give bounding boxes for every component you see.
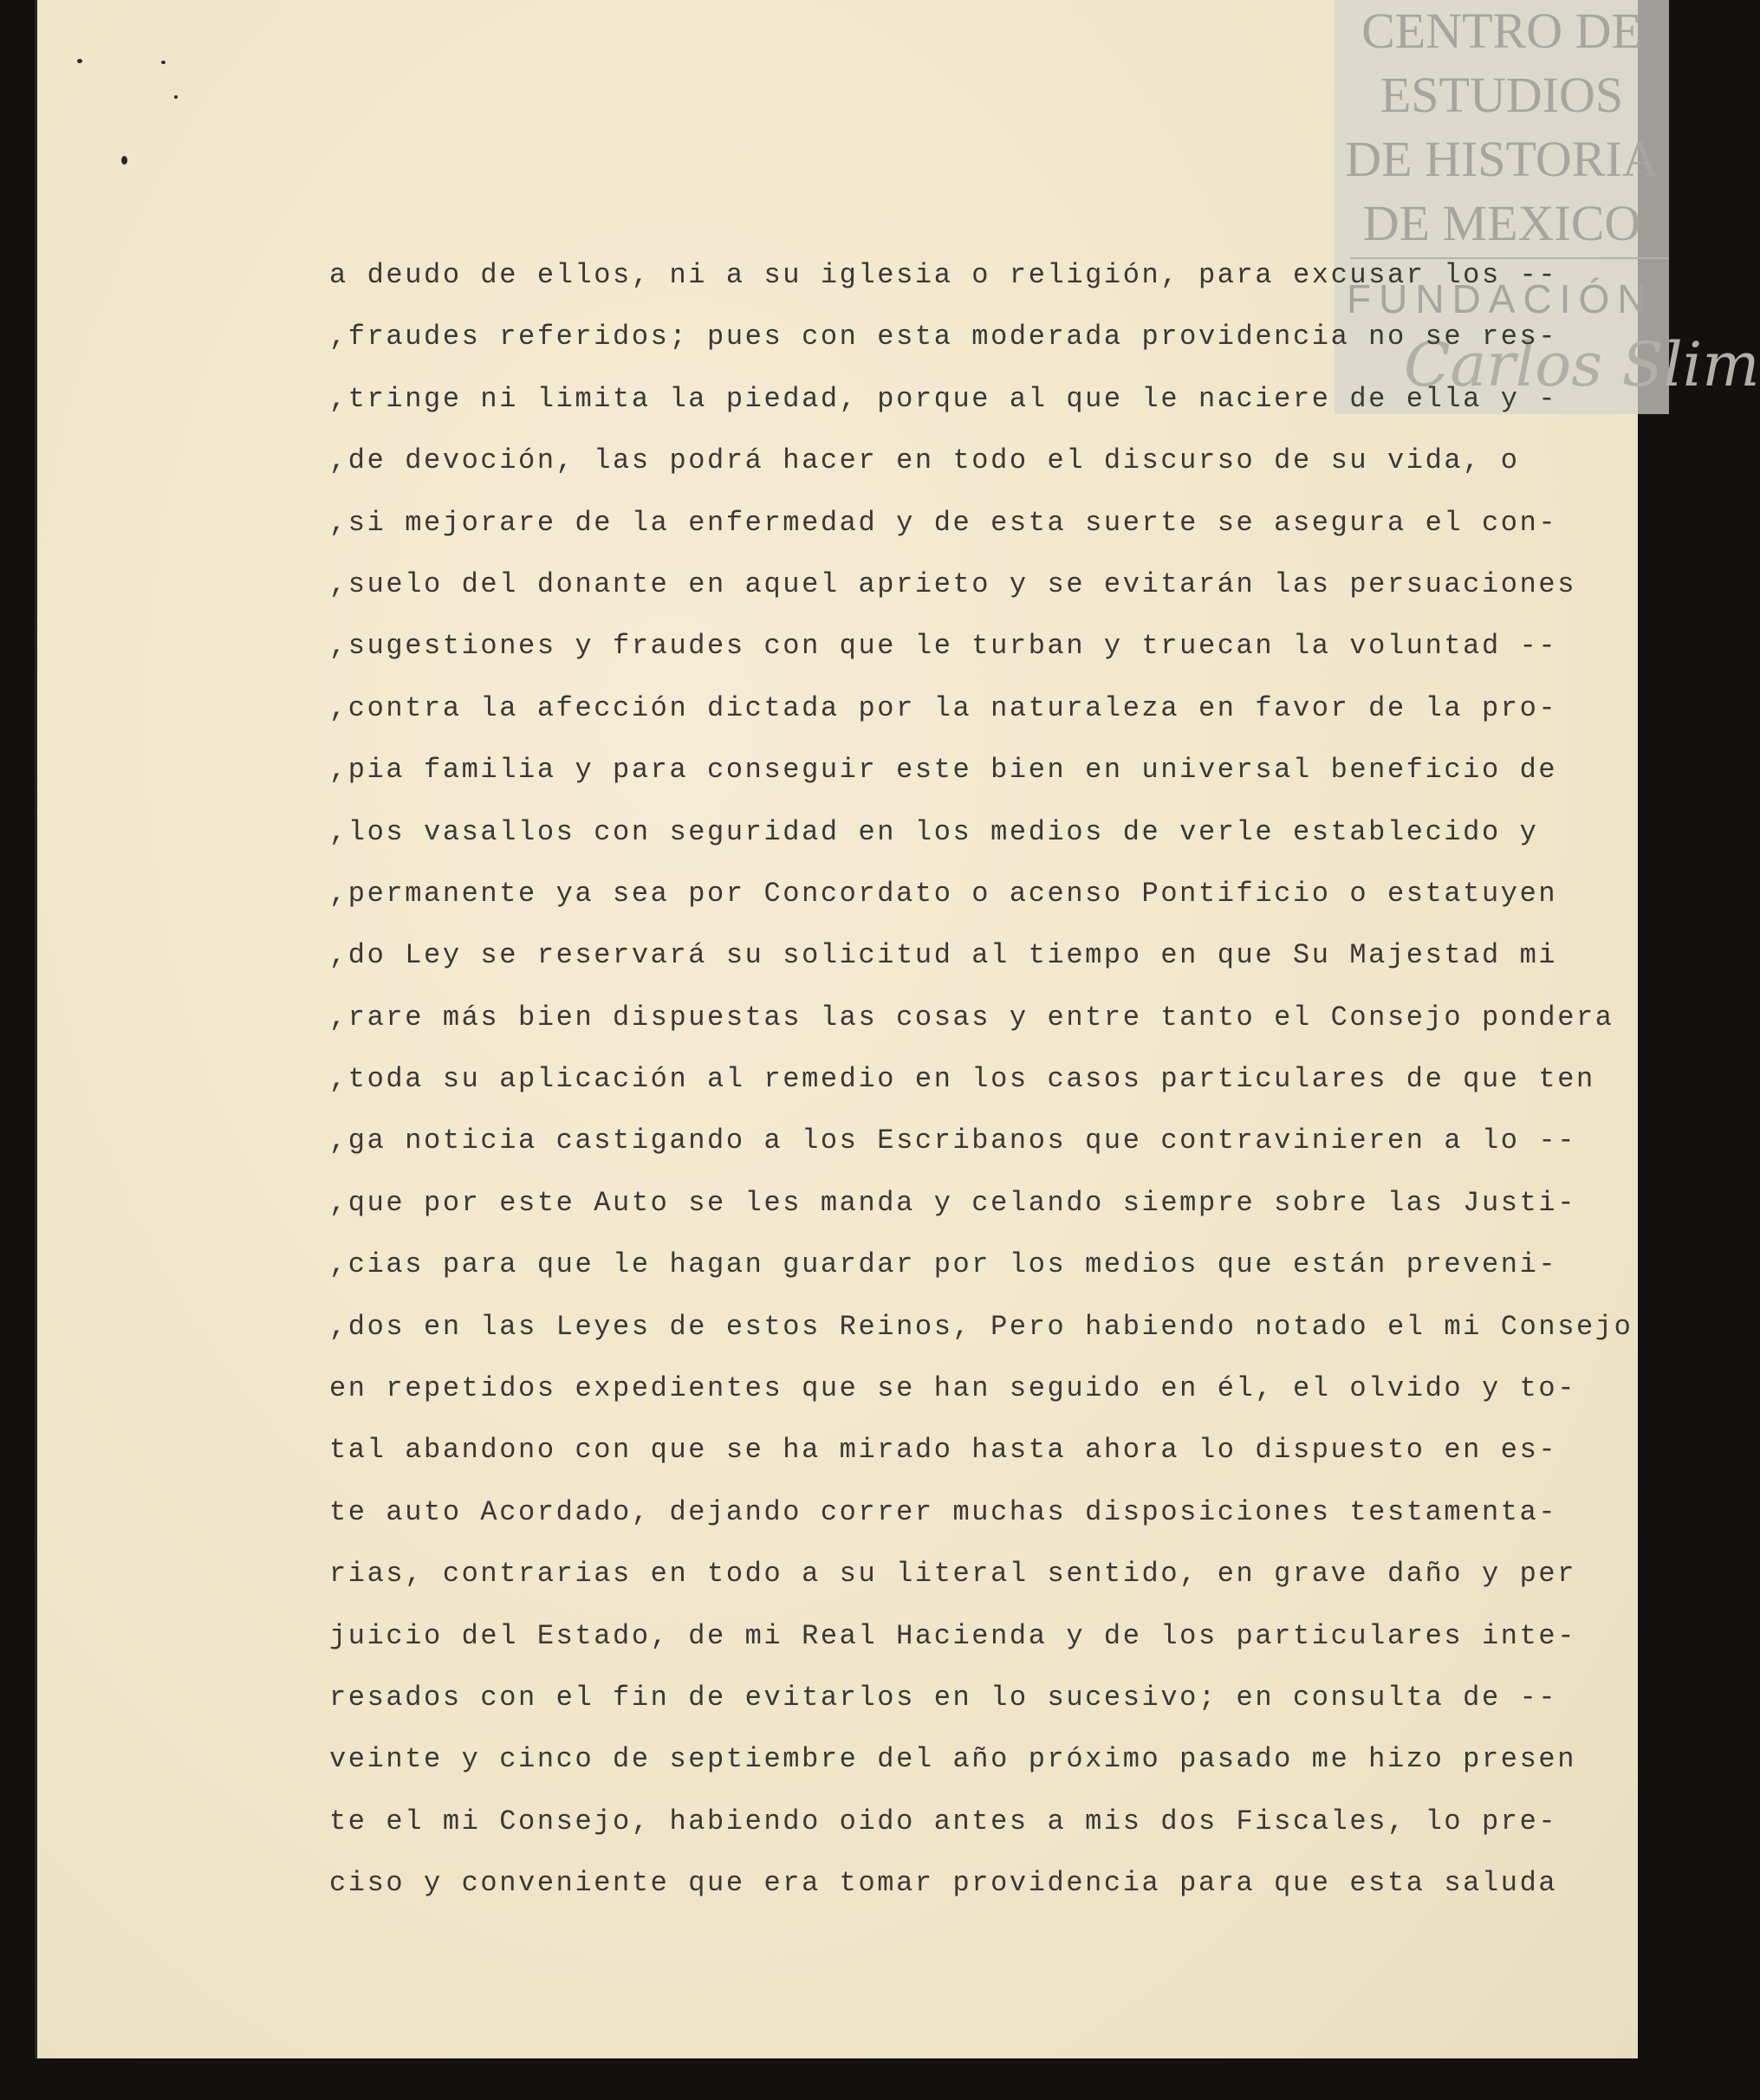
watermark-foundation: FUNDACIÓN [1347,276,1654,321]
text-line: a deudo de ellos, ni a su iglesia o religión, para excusar los -- [329,259,1558,291]
ink-speck [121,156,127,165]
watermark-line-1: CENTRO DE [1361,3,1642,59]
text-line: ,toda su aplicación al remedio en los casos particulares de que ten [329,1063,1595,1096]
ink-speck [161,61,166,64]
text-line: ,contra la afección dictada por la naturaleza en favor de la pro- [329,691,1558,724]
ink-speck [77,59,82,63]
text-line: ,dos en las Leyes de estos Reinos, Pero habiendo notado el mi Consejo [329,1310,1633,1343]
text-line: en repetidos expedientes que se han seguido en él, el olvido y to- [329,1372,1577,1405]
ink-speck [174,95,178,99]
text-line: ,fraudes referidos; pues con esta moderada providencia no se res- [329,321,1558,353]
text-line: ,tringe ni limita la piedad, porque al que le naciere de ella y - [329,382,1558,415]
text-line: ,sugestiones y fraudes con que le turban y truecan la voluntad -- [329,630,1558,663]
text-line: ,cias para que le hagan guardar por los medios que están preveni- [329,1248,1558,1281]
text-line: tal abandono con que se ha mirado hasta ahora lo dispuesto en es- [329,1434,1558,1467]
watermark-line-2: ESTUDIOS [1380,67,1624,123]
text-line: ,que por este Auto se les manda y celando siempre sobre las Justi- [329,1186,1577,1219]
text-line: ,de devoción, las podrá hacer en todo el discurso de su vida, o [329,444,1520,477]
text-line: ciso y conveniente que era tomar providencia para que esta saluda [329,1867,1558,1900]
text-line: ,rare más bien dispuestas las cosas y entre tanto el Consejo pondera [329,1001,1614,1034]
text-line: ,ga noticia castigando a los Escribanos que contravinieren a lo -- [329,1125,1577,1157]
text-line: ,los vasallos con seguridad en los medios de verle establecido y [329,815,1539,848]
typed-text-body [329,250,1633,1920]
text-line: veinte y cinco de septiembre del año próximo pasado me hizo presen [329,1743,1577,1776]
text-line: ,permanente ya sea por Concordato o acenso Pontificio o estatuyen [329,877,1558,910]
text-line: ,do Ley se reservará su solicitud al tiempo en que Su Majestad mi [329,939,1558,972]
watermark-signature: Carlos Slim [1404,329,1760,400]
text-line: ,suelo del donante en aquel aprieto y se evitarán las persuaciones [329,567,1577,600]
text-line: ,si mejorare de la enfermedad y de esta suerte se asegura el con- [329,506,1558,539]
text-line: te el mi Consejo, habiendo oido antes a mis dos Fiscales, lo pre- [329,1805,1558,1838]
text-line: resados con el fin de evitarlos en lo sucesivo; en consulta de -- [329,1681,1558,1714]
text-line: ,pia familia y para conseguir este bien en universal beneficio de [329,754,1558,787]
text-line: te auto Acordado, dejando correr muchas disposiciones testamenta- [329,1495,1558,1528]
watermark-line-3: DE HISTORIA [1345,131,1659,187]
text-line: rias, contrarias en todo a su literal sentido, en grave daño y per [329,1558,1577,1591]
watermark-line-4: DE MEXICO [1362,195,1641,251]
text-line: juicio del Estado, de mi Real Hacienda y de los particulares inte- [329,1619,1577,1652]
